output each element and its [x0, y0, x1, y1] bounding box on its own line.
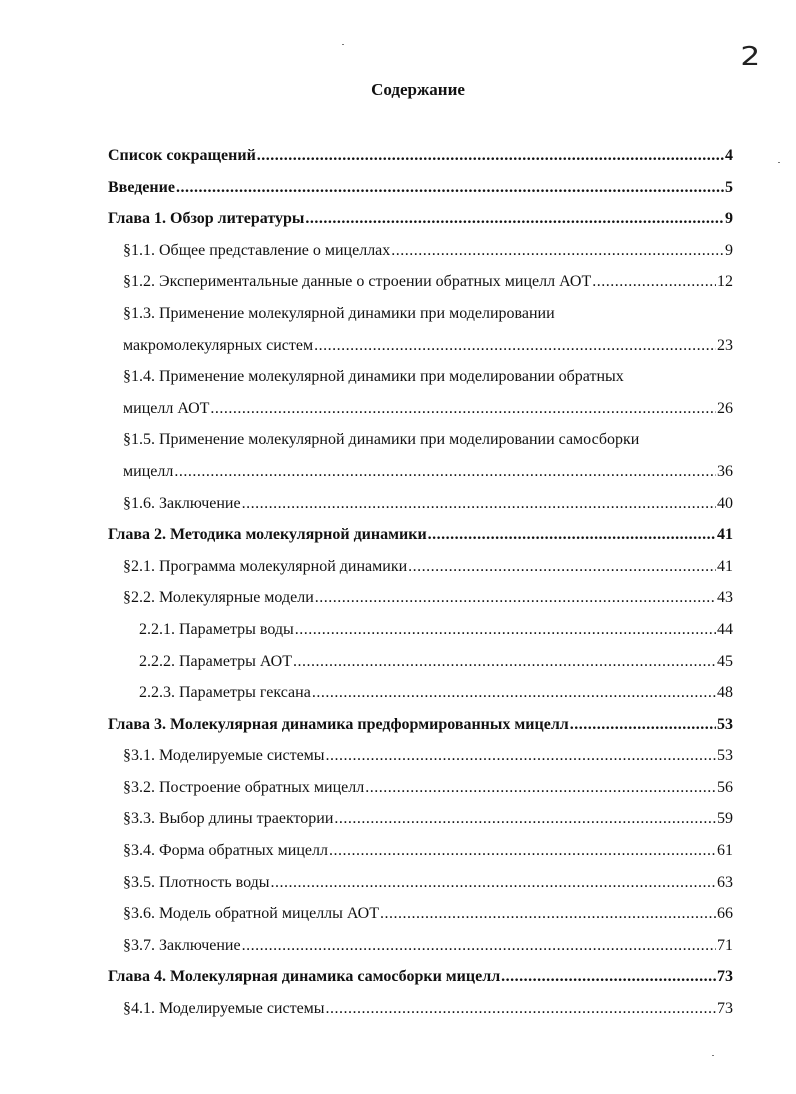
leader-dots — [314, 330, 716, 362]
leader-dots — [293, 646, 716, 678]
toc-entry-title: §3.7. Заключение — [123, 936, 241, 954]
toc-entry-content — [123, 330, 733, 362]
leader-dots — [312, 677, 716, 709]
toc-entry-title-line1: §1.3. Применение молекулярной динамики при моделировании — [123, 304, 555, 322]
toc-entry-title: мицелл АОТ — [123, 399, 210, 417]
toc-entry-title: Введение — [108, 178, 175, 196]
toc-page-number: 23 — [717, 336, 733, 354]
toc-entry[interactable] — [0, 582, 796, 614]
leader-dots — [326, 740, 716, 772]
toc-entry-content — [108, 140, 733, 172]
page-title: Содержание — [371, 80, 465, 99]
toc-page-number: 59 — [717, 810, 733, 828]
toc-entry[interactable] — [0, 709, 796, 741]
toc-page-number: 4 — [725, 147, 733, 164]
toc-entry-title: §3.4. Форма обратных мицелл — [123, 842, 328, 860]
leader-dots — [210, 393, 716, 425]
toc-page-number: 9 — [725, 210, 733, 228]
toc-page-number: 66 — [717, 905, 733, 923]
leader-dots — [271, 867, 716, 899]
toc-entry[interactable] — [0, 235, 796, 267]
toc-entry[interactable] — [0, 772, 796, 804]
toc-entry-content — [108, 709, 733, 741]
toc-entry-content — [108, 519, 733, 551]
toc-entry-content — [123, 393, 733, 425]
toc-entry-content — [123, 235, 733, 267]
leader-dots — [305, 203, 724, 235]
toc-entry-title: §3.5. Плотность воды — [123, 873, 270, 891]
toc-entry-content — [139, 677, 733, 709]
leader-dots — [380, 898, 716, 930]
toc-entry[interactable] — [0, 203, 796, 235]
toc-entry-title: мицелл — [123, 462, 174, 480]
toc-entry[interactable] — [0, 330, 796, 362]
toc-entry-content — [123, 551, 733, 583]
toc-entry-title: §1.2. Экспериментальные данные о строении обратных мицелл АОТ — [123, 273, 592, 291]
toc-entry[interactable] — [0, 393, 796, 425]
toc-entry-title: §1.1. Общее представление о мицеллах — [123, 241, 391, 259]
leader-dots — [295, 614, 716, 646]
toc-entry-title: Список сокращений — [108, 147, 256, 164]
leader-dots — [365, 772, 716, 804]
toc-entry-title: Глава 2. Методика молекулярной динамики — [108, 526, 427, 544]
leader-dots — [174, 456, 716, 488]
toc-entry-content — [123, 867, 733, 899]
toc-entry-content — [108, 203, 733, 235]
toc-entry[interactable] — [0, 456, 796, 488]
toc-entry[interactable] — [0, 930, 796, 962]
toc-entry[interactable] — [0, 835, 796, 867]
toc-entry-title: §2.2. Молекулярные модели — [123, 589, 314, 607]
toc-entry-title: §2.1. Программа молекулярной динамики — [123, 557, 408, 575]
leader-dots — [329, 835, 716, 867]
toc-page-number: 41 — [717, 557, 733, 575]
toc-entry[interactable] — [0, 961, 796, 993]
leader-dots — [242, 488, 716, 520]
toc-page-number: 48 — [717, 684, 733, 702]
leader-dots — [326, 993, 716, 1025]
toc-entry[interactable] — [0, 140, 796, 172]
toc-entry-title-line1: §1.5. Применение молекулярной динамики при моделировании самосборки — [123, 431, 640, 449]
toc-entry-title: 2.2.1. Параметры воды — [139, 620, 294, 638]
leader-dots — [501, 961, 716, 993]
leader-dots — [257, 140, 724, 172]
toc-entry-content — [123, 740, 733, 772]
leader-dots — [176, 172, 724, 204]
toc-entry-content — [123, 582, 733, 614]
table-of-contents — [0, 140, 796, 1025]
toc-entry-content — [123, 456, 733, 488]
toc-page-number: 53 — [717, 747, 733, 765]
toc-entry[interactable] — [0, 614, 796, 646]
scan-speck — [712, 1055, 714, 1056]
scan-speck — [778, 162, 780, 163]
toc-entry[interactable] — [0, 803, 796, 835]
toc-page-number: 12 — [717, 273, 733, 291]
toc-page-number: 26 — [717, 399, 733, 417]
toc-entry-title: Глава 3. Молекулярная динамика предформированных мицелл — [108, 715, 569, 733]
leader-dots — [408, 551, 716, 583]
toc-entry-line — [0, 361, 796, 393]
toc-entry-title: §3.2. Построение обратных мицелл — [123, 778, 365, 796]
toc-entry-content — [123, 772, 733, 804]
toc-page-number: 43 — [717, 589, 733, 607]
toc-entry-title: 2.2.2. Параметры АОТ — [139, 652, 293, 670]
toc-page-number: 56 — [717, 778, 733, 796]
toc-entry[interactable] — [0, 993, 796, 1025]
toc-entry[interactable] — [0, 266, 796, 298]
toc-entry-title: 2.2.3. Параметры гексана — [139, 684, 311, 702]
toc-entry-title-line1: §1.4. Применение молекулярной динамики при моделировании обратных — [123, 368, 624, 386]
scan-speck — [342, 44, 344, 45]
toc-page-number: 63 — [717, 873, 733, 891]
toc-entry-line — [0, 298, 796, 330]
toc-entry-content — [123, 803, 733, 835]
toc-page-number: 5 — [725, 178, 733, 196]
toc-entry-title: Глава 4. Молекулярная динамика самосборки мицелл — [108, 968, 501, 986]
toc-page-number: 73 — [717, 1000, 733, 1018]
leader-dots — [315, 582, 716, 614]
toc-entry-title: §1.6. Заключение — [123, 494, 241, 512]
toc-page-number: 73 — [717, 968, 733, 986]
toc-entry[interactable] — [0, 677, 796, 709]
toc-entry[interactable] — [0, 551, 796, 583]
toc-page-number: 40 — [717, 494, 733, 512]
toc-page-number: 53 — [717, 715, 733, 733]
toc-page-number: 41 — [717, 526, 733, 544]
leader-dots — [391, 235, 724, 267]
toc-entry-title: макромолекулярных систем — [123, 336, 314, 354]
leader-dots — [334, 803, 716, 835]
toc-page-number: 45 — [717, 652, 733, 670]
toc-page-number: 44 — [717, 620, 733, 638]
toc-entry-title: §3.6. Модель обратной мицеллы АОТ — [123, 905, 379, 923]
toc-entry-content — [123, 835, 733, 867]
toc-entry-content — [123, 266, 733, 298]
toc-entry[interactable] — [0, 488, 796, 520]
toc-entry[interactable] — [0, 867, 796, 899]
toc-entry-line — [0, 424, 796, 456]
leader-dots — [570, 709, 716, 741]
toc-entry-title: §3.1. Моделируемые системы — [123, 747, 325, 765]
leader-dots — [428, 519, 716, 551]
toc-page-number: 71 — [717, 936, 733, 954]
toc-entry-content — [108, 172, 733, 204]
leader-dots — [242, 930, 716, 962]
handwritten-page-number: 2 — [740, 42, 761, 72]
toc-entry[interactable] — [0, 740, 796, 772]
toc-entry[interactable] — [0, 172, 796, 204]
toc-entry[interactable] — [0, 646, 796, 678]
toc-entry-title: §3.3. Выбор длины траектории — [123, 810, 334, 828]
toc-entry-title: §4.1. Моделируемые системы — [123, 1000, 325, 1018]
toc-entry-content — [123, 488, 733, 520]
toc-entry-content — [123, 930, 733, 962]
toc-entry[interactable] — [0, 898, 796, 930]
toc-entry-content — [139, 646, 733, 678]
toc-entry[interactable] — [0, 519, 796, 551]
toc-page-number: 61 — [717, 842, 733, 860]
toc-entry-content — [139, 614, 733, 646]
leader-dots — [592, 266, 716, 298]
toc-entry-title: Глава 1. Обзор литературы — [108, 210, 305, 228]
toc-page-number: 9 — [725, 241, 733, 259]
toc-entry-content — [123, 898, 733, 930]
toc-page-number: 36 — [717, 462, 733, 480]
toc-entry-content — [108, 961, 733, 993]
toc-entry-content — [123, 993, 733, 1025]
